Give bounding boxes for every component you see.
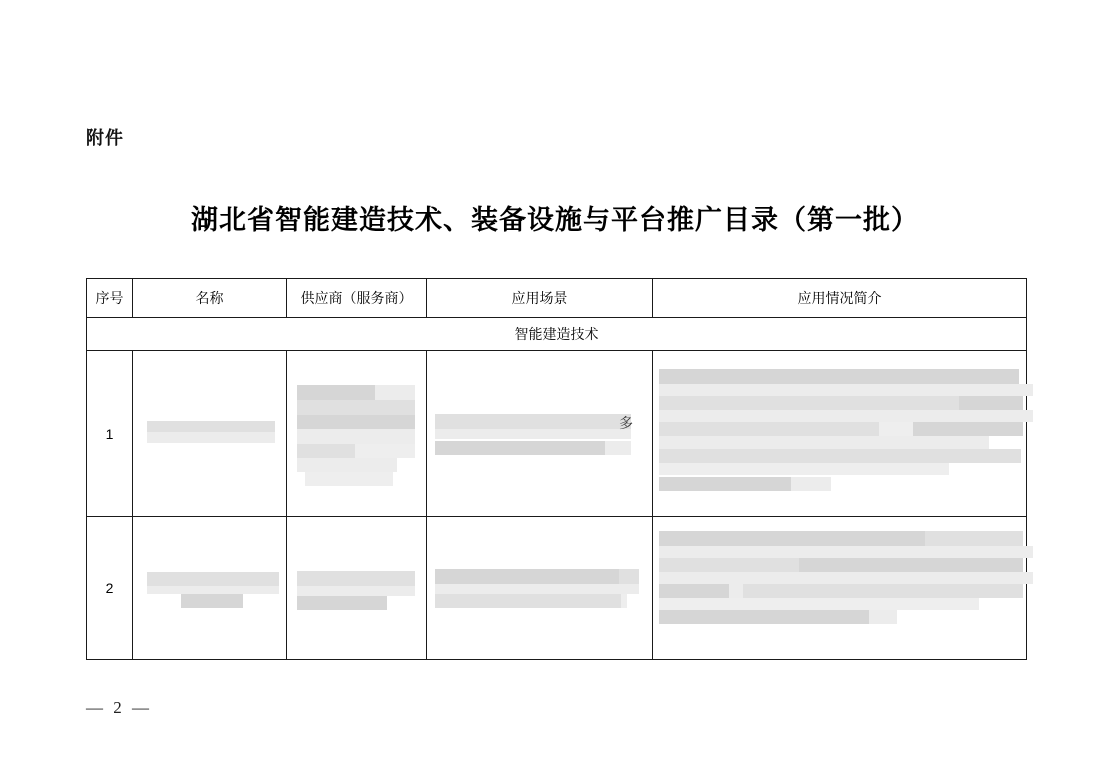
header-name: 名称 bbox=[133, 279, 287, 318]
page-number: — 2 — bbox=[86, 698, 152, 717]
catalog-table bbox=[86, 278, 1027, 660]
row-scene bbox=[427, 517, 653, 660]
redacted-name-2 bbox=[133, 517, 286, 659]
table-header-row bbox=[87, 279, 1027, 318]
redacted-supplier-2 bbox=[287, 517, 426, 659]
table-section-row bbox=[87, 318, 1027, 351]
table-row bbox=[87, 351, 1027, 517]
page-title: 湖北省智能建造技术、装备设施与平台推广目录（第一批） bbox=[191, 205, 919, 235]
row-supplier bbox=[287, 351, 427, 517]
header-description: 应用情况简介 bbox=[653, 279, 1027, 318]
header-scene: 应用场景 bbox=[427, 279, 653, 318]
row-index: 2 bbox=[87, 517, 133, 660]
header-index: 序号 bbox=[87, 279, 133, 318]
row-supplier bbox=[287, 517, 427, 660]
row-name bbox=[133, 517, 287, 660]
table-row bbox=[87, 517, 1027, 660]
header-supplier: 供应商（服务商） bbox=[287, 279, 427, 318]
row-index: 1 bbox=[87, 351, 133, 517]
attachment-label: 附件 bbox=[86, 128, 124, 148]
redacted-scene-2 bbox=[427, 517, 652, 659]
section-title: 智能建造技术 bbox=[87, 318, 1027, 351]
scene-fragment: 多 bbox=[619, 415, 633, 431]
redacted-description-2 bbox=[653, 517, 1026, 659]
row-name bbox=[133, 351, 287, 517]
redacted-supplier-1 bbox=[287, 351, 426, 516]
redacted-description-1 bbox=[653, 351, 1026, 516]
row-scene bbox=[427, 351, 653, 517]
redacted-name-1 bbox=[133, 351, 286, 516]
row-description bbox=[653, 351, 1027, 517]
redacted-scene-1 bbox=[427, 351, 652, 516]
row-description bbox=[653, 517, 1027, 660]
